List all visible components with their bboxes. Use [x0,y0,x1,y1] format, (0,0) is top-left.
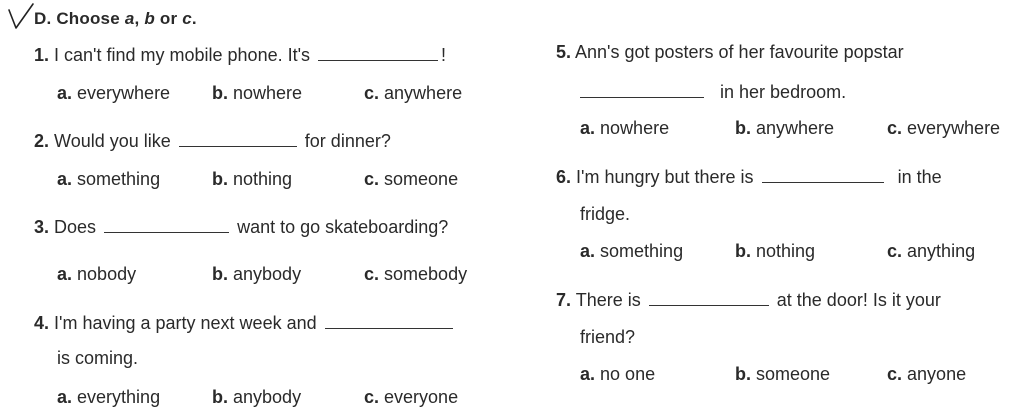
question-3: 3. Does want to go skateboarding? [34,217,449,237]
question-5-line2: in her bedroom. [580,81,846,103]
question-7-line2: friend? [580,327,636,347]
question-4-line2: is coming. [57,348,139,368]
option-3b[interactable]: b. anybody [212,264,302,284]
question-4: 4. I'm having a party next week and [34,312,456,334]
option-1a[interactable]: a. everywhere [57,83,171,103]
option-2b[interactable]: b. nothing [212,169,293,189]
exercise-heading: D. Choose a, b or c. [34,9,197,28]
option-5b[interactable]: b. anywhere [735,118,835,138]
question-1: 1. I can't find my mobile phone. It's ! [34,45,447,65]
question-6: 6. I'm hungry but there is in the [556,167,942,187]
option-3c[interactable]: c. somebody [364,264,468,284]
option-2c[interactable]: c. someone [364,169,459,189]
option-6a[interactable]: a. something [580,241,684,261]
answer-blank[interactable] [762,166,884,183]
answer-blank[interactable] [179,130,297,147]
option-5a[interactable]: a. nowhere [580,118,670,138]
option-1c[interactable]: c. anywhere [364,83,463,103]
option-4c[interactable]: c. everyone [364,387,459,407]
handwritten-check-icon [6,2,36,32]
question-2: 2. Would you like for dinner? [34,131,391,151]
option-4b[interactable]: b. anybody [212,387,302,407]
question-5: 5. Ann's got posters of her favourite popstar [556,42,904,62]
option-2a[interactable]: a. something [57,169,161,189]
option-5c[interactable]: c. everywhere [887,118,1001,138]
answer-blank[interactable] [649,289,769,306]
option-1b[interactable]: b. nowhere [212,83,303,103]
answer-blank[interactable] [104,216,229,233]
answer-blank[interactable] [318,44,438,61]
option-7c[interactable]: c. anyone [887,364,967,384]
question-6-line2: fridge. [580,204,631,224]
option-7a[interactable]: a. no one [580,364,656,384]
answer-blank[interactable] [325,312,453,329]
answer-blank[interactable] [580,81,704,98]
option-6c[interactable]: c. anything [887,241,976,261]
option-6b[interactable]: b. nothing [735,241,816,261]
question-7: 7. There is at the door! Is it your [556,290,941,310]
option-3a[interactable]: a. nobody [57,264,137,284]
option-7b[interactable]: b. someone [735,364,831,384]
option-4a[interactable]: a. everything [57,387,161,407]
